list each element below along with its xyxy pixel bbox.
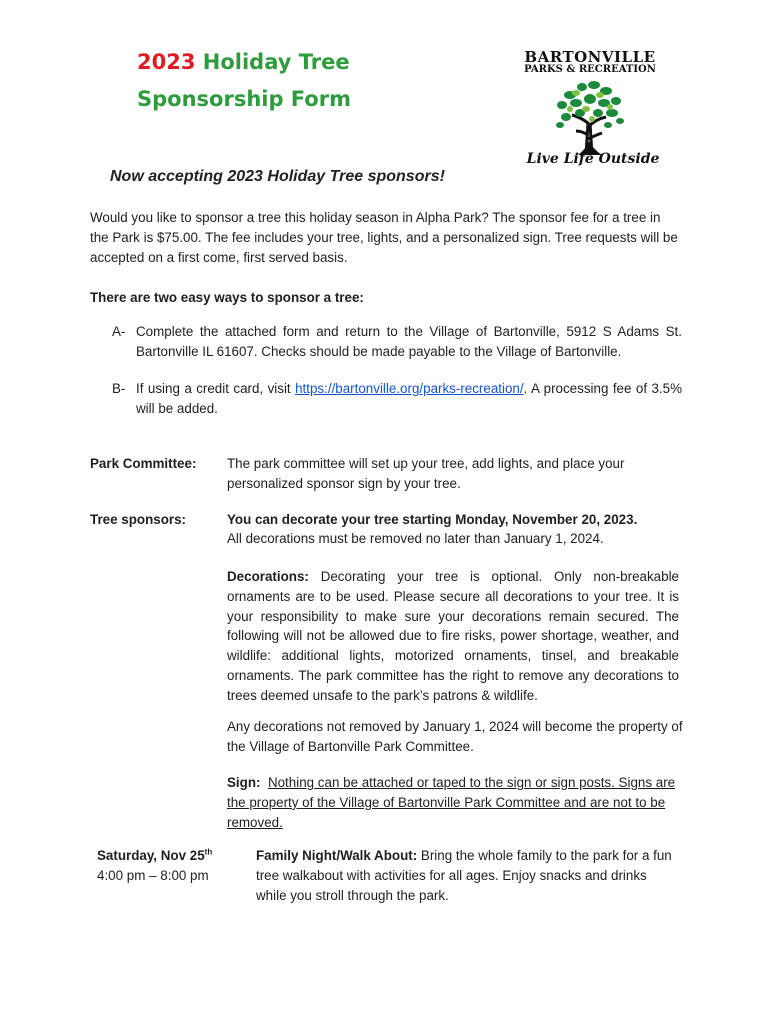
intro-paragraph: Would you like to sponsor a tree this holiday season in Alpha Park? The sponsor fee for a tree in the Park is $75.00. The fee includes your tree, lights, and a personalized sign. Tree requests will be accepted on a first come, first served basis. [90, 210, 678, 265]
subheading: Now accepting 2023 Holiday Tree sponsors! [110, 168, 445, 185]
tree-sponsors-label: Tree sponsors: [90, 512, 186, 527]
option-b-marker: B- [112, 381, 126, 396]
title-line-1 [137, 44, 351, 81]
page-title [137, 44, 351, 118]
event-text: Bring the whole family to the park for a fun tree walkabout with activities for all ages. Enjoy snacks and drinks while you stroll through the park. [256, 848, 672, 903]
park-committee-text: The park committee will set up your tree, add lights, and place your personalized sponsor sign by your tree. [227, 456, 625, 491]
event-description [256, 846, 680, 905]
park-committee-label: Park Committee: [90, 456, 197, 471]
option-a-text: Complete the attached form and return to the Village of Bartonville, 5912 S Adams St. Bartonville IL 61607. Checks should be made payable to the Village of Bartonville. [136, 324, 682, 359]
bartonville-logo [520, 48, 660, 170]
option-b-text [136, 379, 682, 419]
event-date [97, 846, 212, 866]
parks-recreation-link[interactable]: https://bartonville.org/parks-recreation/ [295, 381, 524, 396]
title-year: 2023 [137, 50, 196, 74]
decorate-start-date: You can decorate your tree starting Monday, November 20, 2023. [227, 512, 638, 527]
event-date-time [97, 846, 212, 886]
decorations-paragraph [227, 567, 679, 706]
decorate-removal-note: All decorations must be removed no later than January 1, 2024. [227, 531, 604, 546]
title-line1-rest: Holiday Tree [195, 50, 350, 74]
event-title: Family Night/Walk About: [256, 848, 418, 863]
removal-paragraph: Any decorations not removed by January 1, 2024 will become the property of the Village of Bartonville Park Committee. [227, 719, 683, 754]
event-date-suffix: th [204, 847, 213, 857]
title-line-2: Sponsorship Form [137, 87, 351, 111]
sign-paragraph [227, 773, 683, 832]
event-time: 4:00 pm – 8:00 pm [97, 867, 209, 883]
decorations-label: Decorations: [227, 569, 309, 584]
decorations-text: Decorating your tree is optional. Only non-breakable ornaments are to be used. Please secure all decorations to your tree. It is your responsibility to make sure your decorations remain secured. The following will not be allowed due to fire risks, power shortage, weather, and wildlife: additional lights, motorized ornaments, tinsel, and breakable ornaments. The park committee has the right to remove any decorations to trees deemed unsafe to the park’s patrons & wildlife. [227, 569, 679, 703]
logo-tagline: Live Life Outside [526, 151, 660, 167]
option-b-text-before: If using a credit card, visit [136, 381, 296, 396]
sign-label: Sign: [227, 775, 261, 790]
tree-icon [520, 75, 660, 157]
logo-name-line2: PARKS & RECREATION [524, 64, 656, 75]
option-b-text-after: . A processing fee of 3.5% will be added. [136, 381, 683, 416]
logo-name-line1: BARTONVILLE [524, 48, 656, 66]
sign-text: Nothing can be attached or taped to the sign or sign posts. Signs are the property of the Village of Bartonville Park Committee and are not to be removed. [227, 775, 676, 830]
option-a-marker: A- [112, 324, 126, 339]
ways-heading: There are two easy ways to sponsor a tree: [90, 290, 364, 305]
event-date-text: Saturday, Nov 25 [97, 848, 205, 863]
